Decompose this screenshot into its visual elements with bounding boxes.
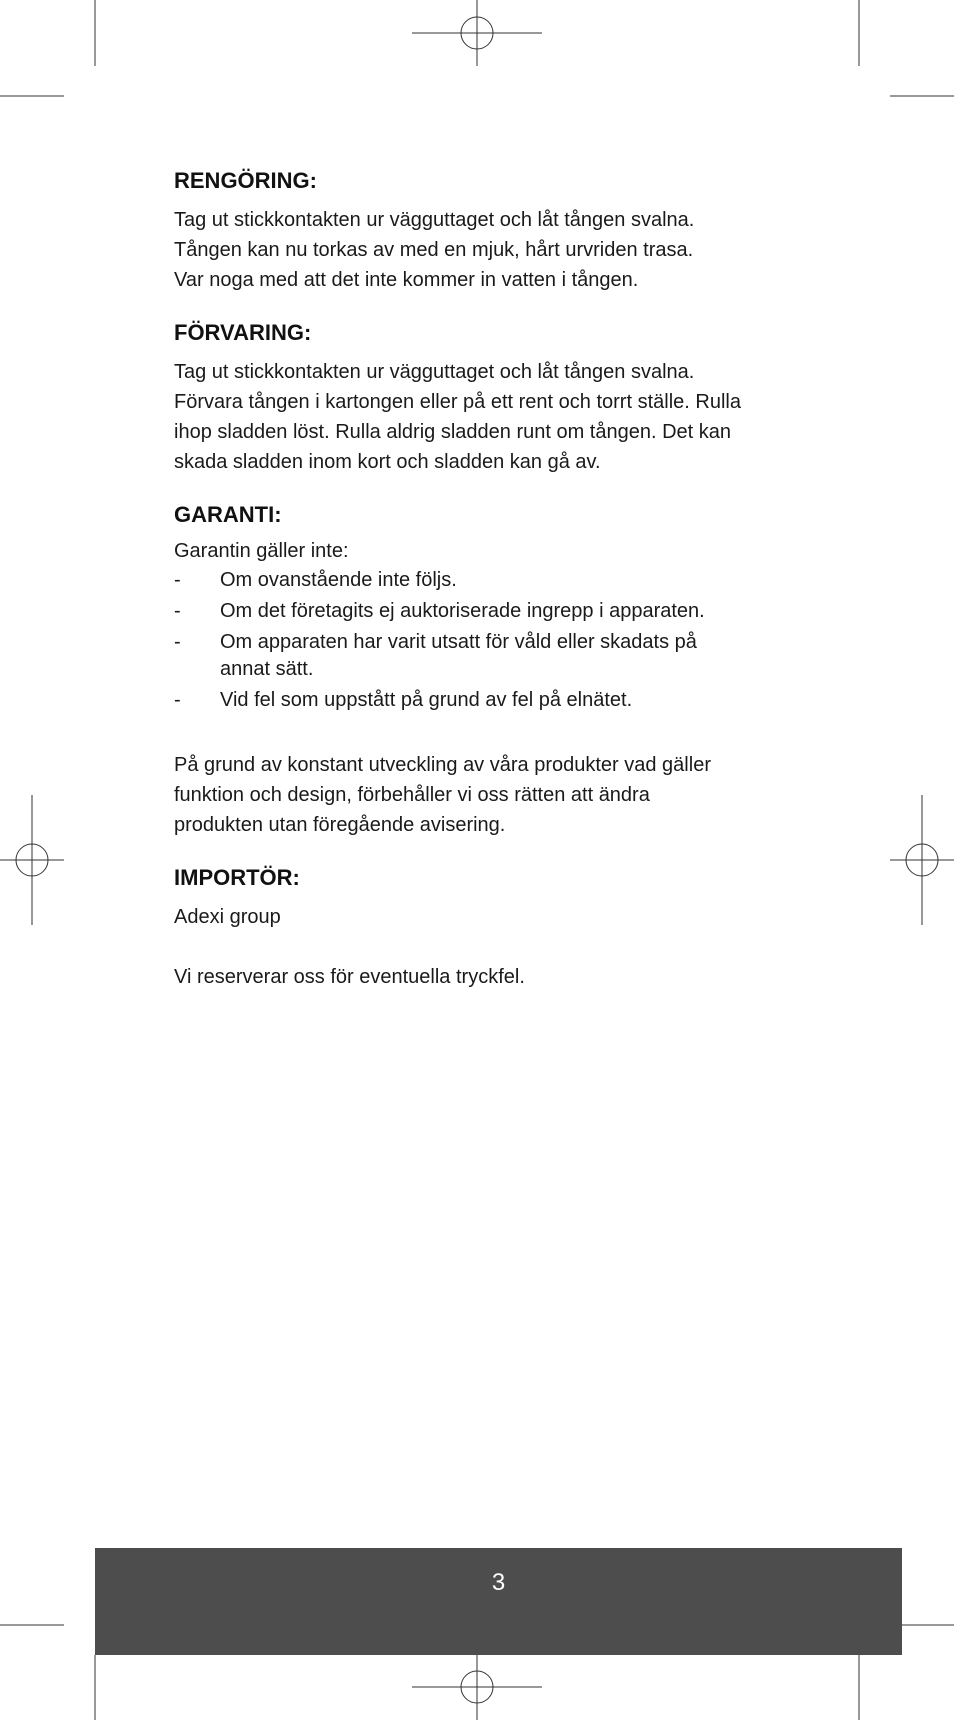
text-line: funktion och design, förbehåller vi oss rätten att ändra xyxy=(174,784,650,806)
list-item-text: Om ovanstående inte följs. xyxy=(220,569,457,591)
heading-rengoring: RENGÖRING: xyxy=(174,168,317,193)
bullet-dash: - xyxy=(174,569,181,591)
list-item-text: Om apparaten har varit utsatt för våld eller skadats på annat sätt. xyxy=(220,631,697,680)
bullet-dash: - xyxy=(174,689,181,711)
text-line: Tången kan nu torkas av med en mjuk, hårt urvriden trasa. xyxy=(174,239,694,261)
list-item xyxy=(174,629,794,683)
list-item xyxy=(174,687,794,714)
section-product-note xyxy=(174,750,794,840)
list-item-text: Om det företagits ej auktoriserade ingrepp i apparaten. xyxy=(220,600,705,622)
text-line: skada sladden inom kort och sladden kan gå av. xyxy=(174,451,601,473)
print-disclaimer: Vi reserverar oss för eventuella tryckfel. xyxy=(174,966,525,988)
garanti-list xyxy=(174,567,794,714)
list-item xyxy=(174,567,794,594)
paragraph-forvaring xyxy=(174,357,794,477)
text-line: produkten utan föregående avisering. xyxy=(174,814,506,836)
text-line: Förvara tången i kartongen eller på ett rent och torrt ställe. Rulla xyxy=(174,391,741,413)
heading-forvaring: FÖRVARING: xyxy=(174,320,312,345)
document-body xyxy=(174,167,794,1016)
heading-importor: IMPORTÖR: xyxy=(174,865,300,890)
section-forvaring xyxy=(174,319,794,477)
paragraph-rengoring xyxy=(174,205,794,295)
bullet-dash: - xyxy=(174,631,181,653)
text-line: Tag ut stickkontakten ur vägguttaget och låt tången svalna. xyxy=(174,209,695,231)
section-garanti xyxy=(174,501,794,714)
text-line: På grund av konstant utveckling av våra produkter vad gäller xyxy=(174,754,711,776)
page-number: 3 xyxy=(491,1569,506,1596)
heading-garanti: GARANTI: xyxy=(174,502,282,527)
footer-bar xyxy=(95,1548,902,1655)
section-importor xyxy=(174,864,794,992)
importer-name: Adexi group xyxy=(174,906,281,928)
list-item-text: Vid fel som uppstått på grund av fel på elnätet. xyxy=(220,689,633,711)
garanti-intro: Garantin gäller inte: xyxy=(174,540,349,562)
bullet-dash: - xyxy=(174,600,181,622)
section-rengoring xyxy=(174,167,794,295)
text-line: ihop sladden löst. Rulla aldrig sladden runt om tången. Det kan xyxy=(174,421,732,443)
paragraph-product-note xyxy=(174,750,794,840)
text-line: Var noga med att det inte kommer in vatten i tången. xyxy=(174,269,639,291)
list-item xyxy=(174,598,794,625)
text-line: Tag ut stickkontakten ur vägguttaget och låt tången svalna. xyxy=(174,361,695,383)
